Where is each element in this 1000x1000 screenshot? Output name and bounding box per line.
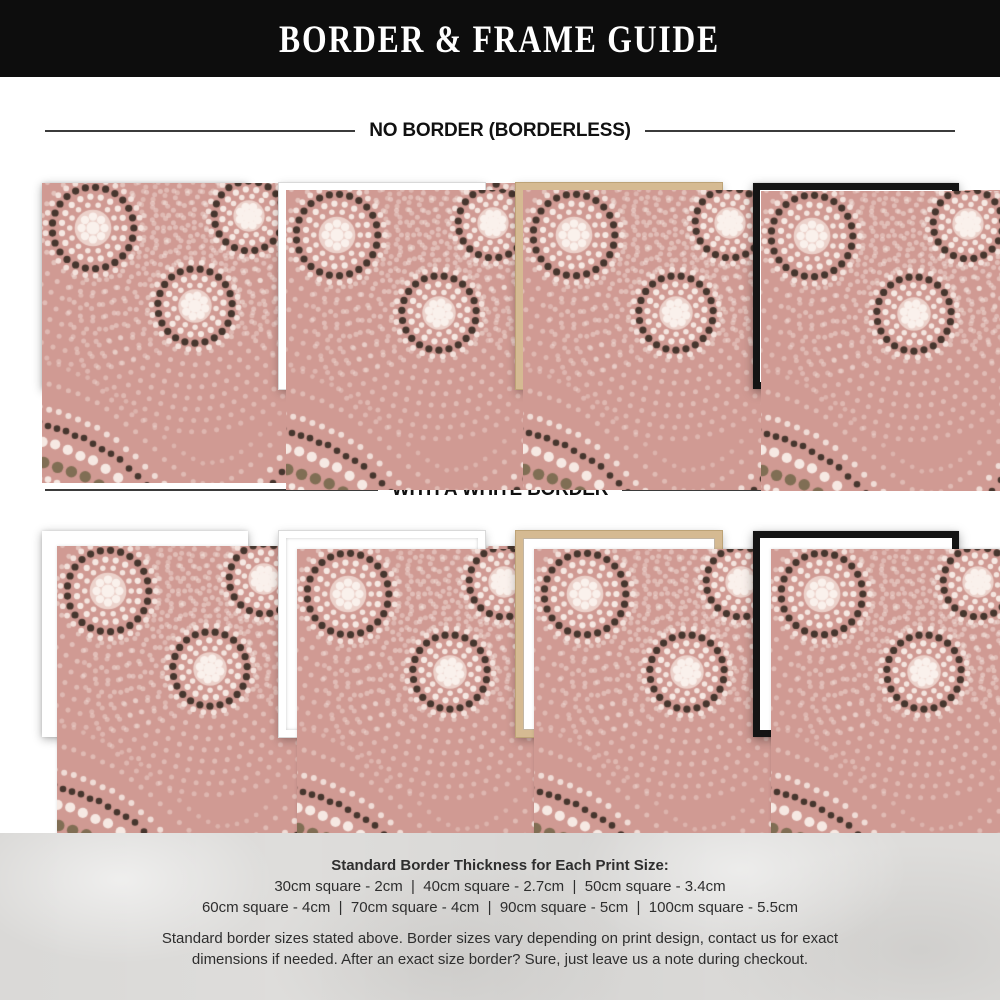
frames-row-white-border [0, 531, 1000, 790]
section-header-borderless [0, 119, 1000, 142]
divider-line-left [45, 130, 355, 132]
frame-option-natural-bordered [516, 531, 722, 790]
border-note-line-2: dimensions if needed. After an exact size border? Sure, just leave us a note during checkout. [191, 951, 809, 968]
page-title: BORDER & FRAME GUIDE [279, 16, 721, 61]
frame-option-black-bordered [753, 531, 959, 790]
section-title-borderless: NO BORDER (BORDERLESS) [369, 120, 631, 141]
unframed-preview [42, 531, 248, 737]
black-frame-preview [753, 183, 959, 389]
border-note-line-1: Standard border sizes stated above. Border sizes vary depending on print design, contact us for exact [161, 930, 839, 947]
white-frame-preview [279, 183, 485, 389]
frame-option-black-borderless [753, 183, 959, 442]
footer-panel [0, 833, 1000, 1000]
frames-row-borderless [0, 183, 1000, 442]
frame-option-unframed-borderless [42, 183, 248, 442]
border-sizes-line-2: 60cm square - 4cm | 70cm square - 4cm | 90cm square - 5cm | 100cm square - 5.5cm [201, 899, 799, 916]
frame-option-white-bordered [279, 531, 485, 790]
header-bar [0, 0, 1000, 77]
white-frame-preview [279, 531, 485, 737]
natural-frame-preview [516, 531, 722, 737]
frame-option-natural-borderless [516, 183, 722, 442]
border-sizes-line-1: 30cm square - 2cm | 40cm square - 2.7cm | 50cm square - 3.4cm [274, 878, 726, 895]
dot-artwork [771, 549, 1000, 849]
black-frame-preview [753, 531, 959, 737]
unframed-preview [42, 183, 248, 389]
border-thickness-heading: Standard Border Thickness for Each Print Size: [331, 857, 669, 874]
frame-option-unframed-bordered [42, 531, 248, 790]
frame-option-white-borderless [279, 183, 485, 442]
natural-frame-preview [516, 183, 722, 389]
dot-artwork [761, 191, 1000, 491]
divider-line-right [645, 130, 955, 132]
